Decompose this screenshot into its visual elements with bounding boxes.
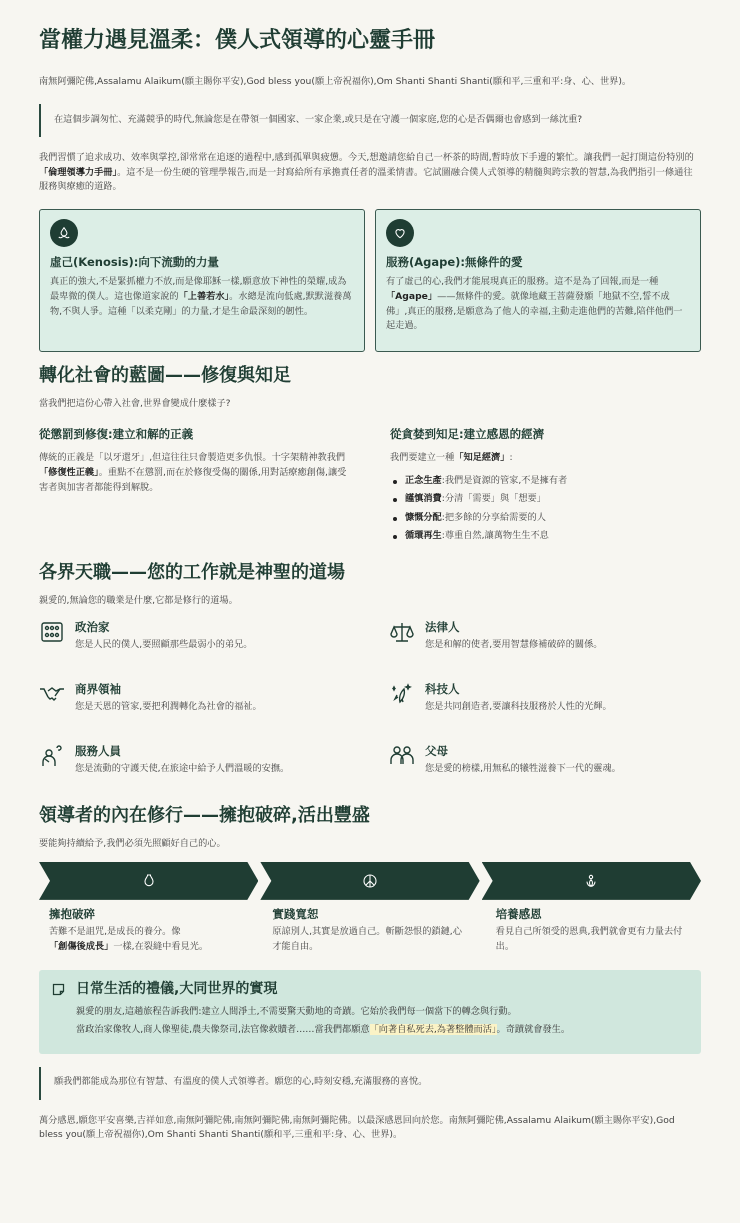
vocation-text: 您是流動的守護天使,在旅途中給予人們溫暖的安撫。	[75, 762, 290, 774]
daily-line-1: 親愛的朋友,這趟旅程告訴我們:建立人間淨土,不需要驚天動地的奇蹟。它始於我們每一個當下的轉念與行動。	[76, 1005, 517, 1017]
concept-cards	[39, 209, 701, 352]
card-kenosis	[39, 209, 365, 352]
section-society-title: 轉化社會的藍圖——修復與知足	[39, 365, 291, 387]
card-text: 有了虛己的心,我們才能展現真正的服務。這不是為了回報,而是一種「Agape」——無條件的愛。就像地藏王菩薩發願「地獄不空,誓不成佛」,真正的服務,是願意為了他人的幸福,主動走進他們的苦難,陪伴他們一起走過。	[386, 276, 683, 332]
card-text: 真正的強大,不是緊抓權力不放,而是像耶穌一樣,願意放下神性的榮耀,成為最卑微的僕人。這也像道家說的「上善若水」。水總是流向低處,默默滋養萬物,不與人爭。這種「以柔克剛」的力量,才是生命最深刻的韌性。	[50, 276, 352, 317]
vase-icon	[141, 873, 157, 889]
vocation-grid	[39, 619, 701, 791]
inner-steps	[39, 906, 701, 955]
step-forgive	[262, 906, 477, 955]
intro-paragraph	[39, 151, 701, 195]
vocation-title: 政治家	[75, 619, 110, 634]
list-item: 慷慨分配:把多餘的分享給需要的人	[390, 509, 701, 527]
inner-steps-banner	[39, 862, 701, 900]
intro-text-1: 我們習慣了追求成功、效率與掌控,卻常常在追逐的過程中,感到孤單與疲憊。今天,想邀請您給自己一杯茶的時間,暫時放下手邊的繁忙。讓我們一起打開這份特別的	[39, 151, 694, 163]
rocket-sparkle-icon	[389, 681, 415, 707]
opening-quote-text: 在這個步調匆忙、充滿競爭的時代,無論您是在帶領一個國家、一家企業,或只是在守護一個家庭,您的心是否偶爾也會感到一絲沈重?	[54, 114, 583, 126]
society-columns	[39, 426, 701, 545]
vocation-title: 父母	[425, 743, 448, 758]
vocation-title: 法律人	[425, 619, 460, 634]
card-agape	[375, 209, 701, 352]
list-item: 正念生產:我們是資源的管家,不是擁有者	[390, 472, 701, 490]
card-title: 服務(Agape):無條件的愛	[386, 255, 523, 270]
section-vocations-title: 各界天職——您的工作就是神聖的道場	[39, 561, 345, 583]
economy-text: 我們要建立一種「知足經濟」:	[390, 452, 513, 464]
justice-column	[39, 426, 350, 545]
section-vocations-subtitle: 親愛的,無論您的職業是什麼,它都是修行的道場。	[39, 595, 238, 607]
justice-text: 傳統的正義是「以牙還牙」,但這往往只會製造更多仇恨。十字架精神教我們「修復性正義」。重點不在懲罰,而在於修復受傷的關係,用對話療癒創傷,讓受害者與加害者都能得到解脫。	[39, 452, 347, 493]
vocation-business	[39, 681, 351, 729]
step-embrace	[39, 906, 254, 955]
vocation-title: 科技人	[425, 681, 460, 696]
step-text: 原諒別人,其實是放過自己。斬斷怨恨的鎖鏈,心才能自由。	[272, 925, 462, 952]
closing-quote	[39, 1067, 701, 1100]
step-title: 擁抱破碎	[49, 906, 95, 921]
vocation-title: 服務人員	[75, 743, 121, 758]
intro-text-2: 。這不是一份生硬的管理學報告,而是一封寫給所有承擔責任者的溫柔情書。它試圖融合僕人式領導的精髓與跨宗教的智慧,為我們指引一條通往服務與療癒的道路。	[39, 166, 693, 193]
step-text: 看見自己所領受的恩典,我們就會更有力量去付出。	[495, 925, 683, 952]
vocation-text: 您是共同創造者,要讓科技服務於人性的光輝。	[425, 700, 612, 712]
water-drop-icon	[50, 219, 78, 247]
family-icon	[389, 743, 415, 769]
daily-highlight: 「向著自私死去,為著整體而活」	[369, 1024, 497, 1036]
section-inner-title: 領導者的內在修行——擁抱破碎,活出豐盛	[39, 804, 370, 826]
economy-list	[390, 472, 701, 546]
step-title: 培養感恩	[495, 906, 542, 921]
vocation-parents	[389, 743, 701, 791]
vocation-text: 您是天恩的管家,要把利潤轉化為社會的福祉。	[75, 700, 262, 712]
opening-quote	[39, 104, 701, 137]
daily-line-2: 當政治家像牧人,商人像聖徒,農夫像祭司,法官像救贖者……當我們都願意「向著自私死去,為著整體而活」。奇蹟就會發生。	[76, 1024, 571, 1036]
vocation-text: 您是愛的榜樣,用無私的犧牲滋養下一代的靈魂。	[425, 762, 621, 774]
person-question-icon	[39, 743, 65, 769]
economy-title: 從貪婪到知足:建立感恩的經濟	[390, 427, 545, 442]
greeting: 南無阿彌陀佛,Assalamu Alaikum(願主賜你平安),God bless you(願上帝祝福你),Om Shanti Shanti Shanti(願和平,三重和平:身、心、世界)。	[39, 75, 632, 87]
economy-column	[390, 426, 701, 545]
lotus-icon	[583, 873, 599, 889]
closing-quote-text: 願我們都能成為那位有智慧、有溫度的僕人式領導者。願您的心,時刻安穩,充滿服務的喜悅。	[54, 1076, 428, 1088]
vocation-service	[39, 743, 351, 791]
card-title: 虛己(Kenosis):向下流動的力量	[50, 255, 219, 270]
vocation-politician	[39, 619, 351, 667]
vocation-tech	[389, 681, 701, 729]
handshake-icon	[39, 681, 65, 707]
daily-box-header	[51, 980, 689, 998]
page-title: 當權力遇見溫柔：僕人式領導的心靈手冊	[39, 28, 436, 53]
daily-box	[39, 970, 701, 1054]
step-title: 實踐寬恕	[272, 906, 319, 921]
note-icon	[51, 982, 66, 997]
heart-icon	[386, 219, 414, 247]
vocation-text: 您是和解的使者,要用智慧修補破碎的關係。	[425, 638, 603, 650]
list-item: 謹慎消費:分清「需要」與「想要」	[390, 490, 701, 508]
farewell: 萬分感恩,願您平安喜樂,吉祥如意,南無阿彌陀佛,南無阿彌陀佛,南無阿彌陀佛。以最深感恩回向於您。南無阿彌陀佛,Assalamu Alaikum(願主賜你平安),God bless you(願上帝祝福你),Om Shanti Shanti Shanti(願和平,三重和平:身、心、世界)。	[39, 1114, 675, 1141]
section-inner-subtitle: 要能夠持續給予,我們必須先照顧好自己的心。	[39, 838, 226, 850]
list-item: 循環再生:尊重自然,讓萬物生生不息	[390, 527, 701, 545]
intro-bold: 「倫理領導力手冊」	[39, 166, 118, 178]
step-gratitude	[486, 906, 701, 955]
government-building-icon	[39, 619, 65, 645]
vocation-text: 您是人民的僕人,要照顧那些最弱小的弟兄。	[75, 638, 253, 650]
step-arrow	[260, 862, 479, 900]
peace-icon	[362, 873, 378, 889]
justice-title: 從懲罰到修復:建立和解的正義	[39, 427, 194, 442]
vocation-lawyer	[389, 619, 701, 667]
step-arrow	[39, 862, 258, 900]
daily-box-title: 日常生活的禮儀,大同世界的實現	[76, 981, 278, 998]
step-text: 苦難不是詛咒,是成長的養分。像 「創傷後成長」一樣,在裂縫中看見光。	[49, 925, 209, 952]
step-arrow	[482, 862, 701, 900]
scales-icon	[389, 619, 415, 645]
vocation-title: 商界領袖	[75, 681, 121, 696]
section-society-subtitle: 當我們把這份心帶入社會,世界會變成什麼樣子?	[39, 398, 231, 410]
